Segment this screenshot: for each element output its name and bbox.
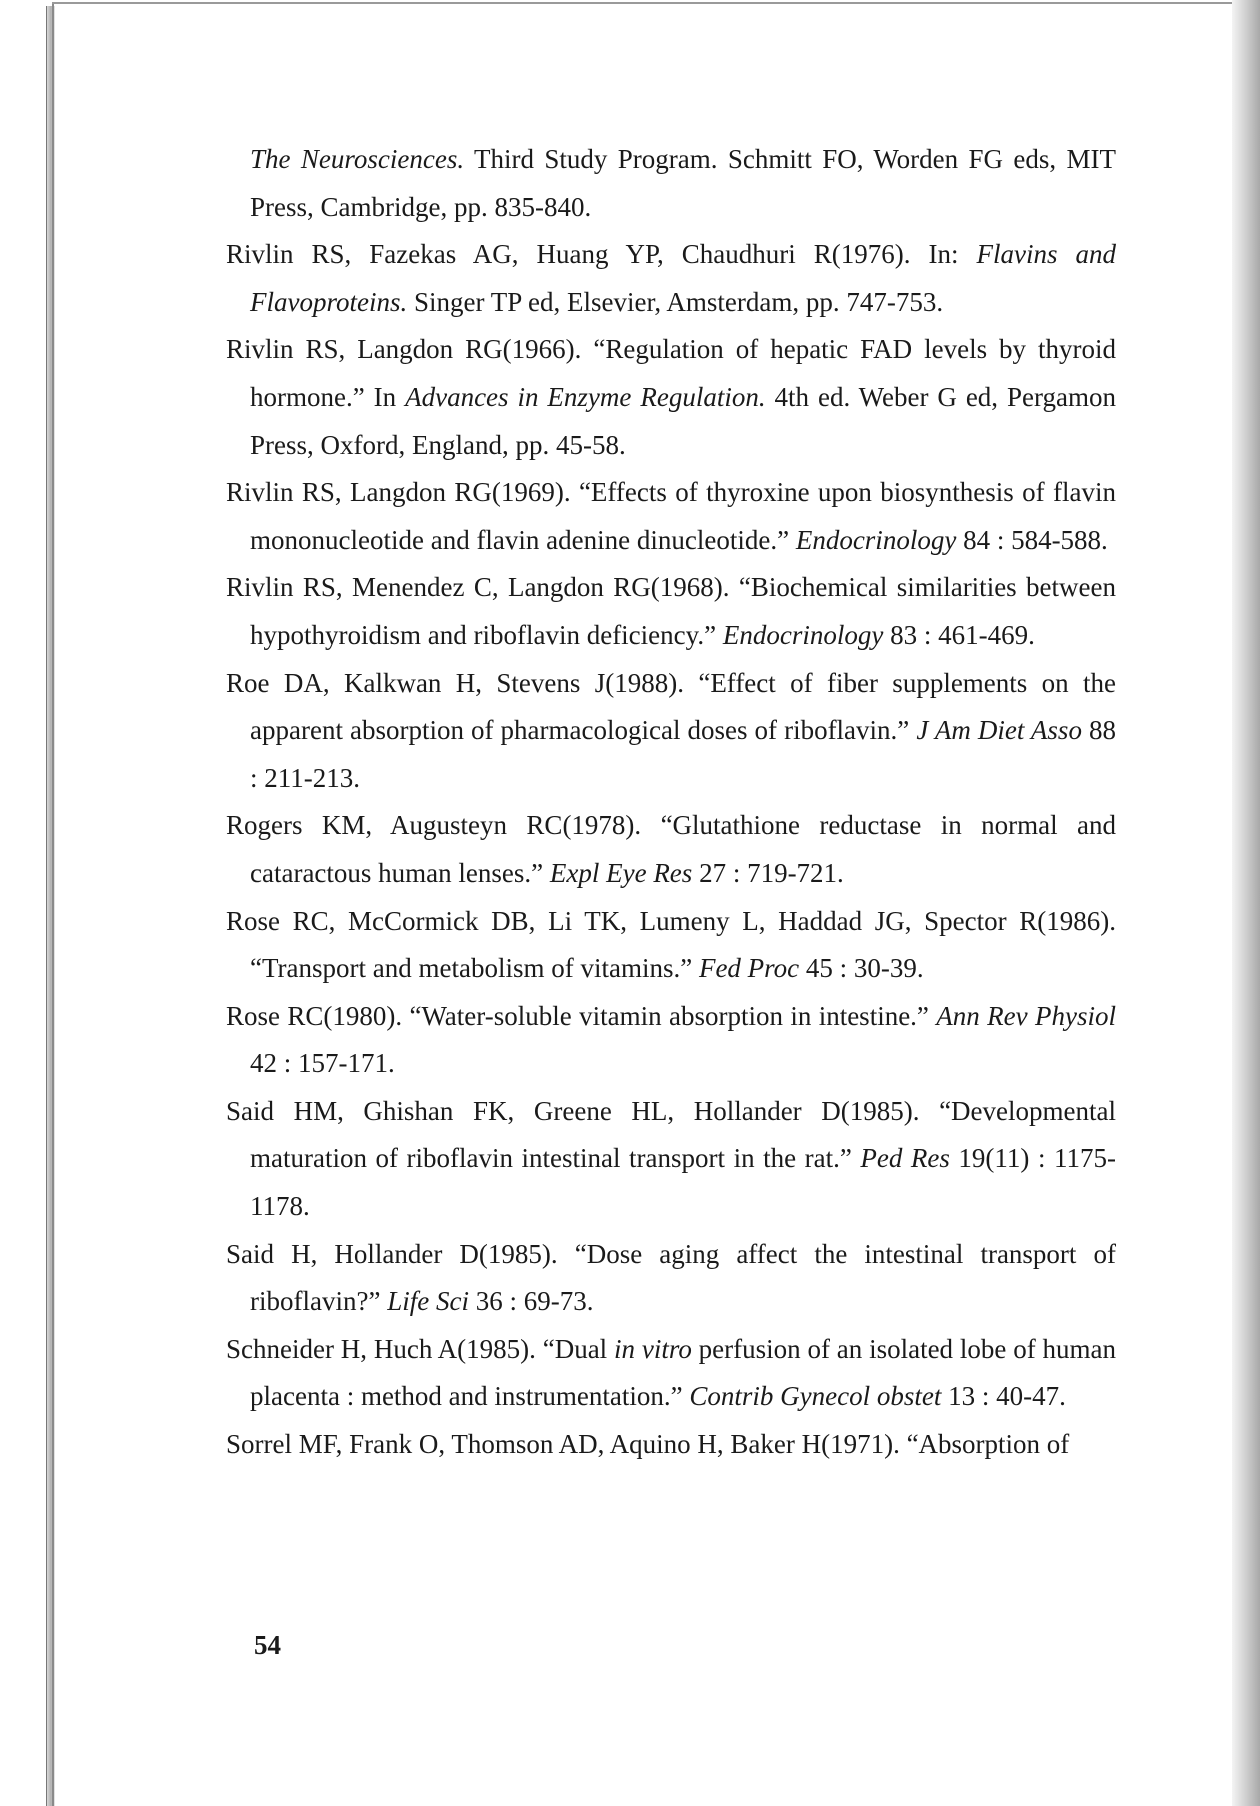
reference-title-italic: J Am Diet Asso bbox=[916, 715, 1082, 746]
reference-title-italic: Expl Eye Res bbox=[549, 857, 693, 888]
reference-text: 45 : 30-39. bbox=[799, 953, 924, 984]
reference-text: Rivlin RS, Menendez C, Langdon RG(1968). “Biochemical similarities between hypothyroidism and riboflavin deficiency.” bbox=[226, 572, 1116, 650]
reference-title-italic: Endocrinology bbox=[795, 524, 957, 555]
reference-text: 4th ed. Weber G ed, Pergamon Press, Oxford, England, pp. 45-58. bbox=[250, 381, 1116, 460]
reference-title-italic: The Neurosciences. bbox=[250, 144, 465, 174]
reference-text: Rose RC(1980). “Water-soluble vitamin absorption in intestine.” bbox=[226, 1000, 937, 1031]
reference-entry bbox=[226, 1088, 1116, 1231]
reference-text: Rivlin RS, Langdon RG(1966). “Regulation of hepatic FAD levels by thyroid hormone.” In bbox=[226, 334, 1116, 412]
reference-entry bbox=[226, 660, 1116, 803]
reference-text: Rivlin RS, Langdon RG(1969). “Effects of thyroxine upon biosynthesis of flavin mononucleotide and flavin adenine dinucleotide.” bbox=[226, 477, 1116, 555]
reference-title-italic: Flavins and Flavoproteins. bbox=[250, 239, 1116, 317]
reference-entry bbox=[226, 564, 1116, 659]
page-top-border bbox=[52, 2, 1232, 4]
reference-entry bbox=[226, 898, 1116, 993]
reference-text: 84 : 584-588. bbox=[956, 524, 1108, 555]
reference-entry bbox=[226, 469, 1116, 564]
reference-text: 88 : 211-213. bbox=[250, 715, 1116, 793]
reference-text: Rose RC, McCormick DB, Li TK, Lumeny L, Haddad JG, Spector R(1986). “Transport and metabolism of vitamins.” bbox=[226, 905, 1116, 984]
reference-text: 27 : 719-721. bbox=[692, 857, 844, 888]
reference-text: Sorrel MF, Frank O, Thomson AD, Aquino H, Baker H(1971). “Absorption of bbox=[226, 1429, 1070, 1460]
reference-title-italic: Contrib Gynecol obstet bbox=[689, 1381, 942, 1412]
reference-text: Said HM, Ghishan FK, Greene HL, Hollander D(1985). “Developmental maturation of riboflavin intestinal transport in the rat.” bbox=[226, 1095, 1116, 1174]
reference-entry bbox=[226, 231, 1116, 326]
reference-list bbox=[226, 136, 1116, 1469]
reference-title-italic: in vitro bbox=[614, 1333, 692, 1364]
reference-title-italic: Endocrinology bbox=[722, 619, 884, 650]
reference-entry bbox=[226, 326, 1116, 469]
reference-entry bbox=[226, 136, 1116, 231]
reference-text: 13 : 40-47. bbox=[941, 1381, 1066, 1412]
reference-text: 42 : 157-171. bbox=[250, 1048, 395, 1079]
page-left-border bbox=[52, 2, 54, 1806]
reference-entry bbox=[226, 802, 1116, 897]
reference-title-italic: Ped Res bbox=[860, 1143, 950, 1174]
reference-entry bbox=[226, 1231, 1116, 1326]
reference-title-italic: Ann Rev Physiol bbox=[936, 1000, 1116, 1031]
reference-entry bbox=[226, 1326, 1116, 1421]
reference-text: 19(11) : 1175-1178. bbox=[250, 1143, 1116, 1222]
reference-text: Singer TP ed, Elsevier, Amsterdam, pp. 747-753. bbox=[407, 286, 944, 317]
reference-text: Roe DA, Kalkwan H, Stevens J(1988). “Effect of fiber supplements on the apparent absorption of pharmacological doses of riboflavin.” bbox=[226, 667, 1116, 746]
reference-title-italic: Fed Proc bbox=[698, 953, 800, 984]
reference-text: Rogers KM, Augusteyn RC(1978). “Glutathione reductase in normal and cataractous human lenses.” bbox=[226, 810, 1116, 888]
reference-text: perfusion of an isolated lobe of human placenta : method and instrumentation.” bbox=[250, 1333, 1116, 1412]
page-number: 54 bbox=[254, 1630, 281, 1660]
reference-text: 36 : 69-73. bbox=[468, 1286, 594, 1317]
page-right-shadow bbox=[1232, 0, 1260, 1806]
reference-text: Third Study Program. Schmitt FO, Worden FG eds, MIT Press, Cambridge, pp. 835-840. bbox=[250, 144, 1117, 222]
reference-title-italic: Advances in Enzyme Regulation. bbox=[405, 381, 766, 412]
reference-title-italic: Life Sci bbox=[387, 1286, 469, 1317]
reference-entry bbox=[226, 993, 1116, 1088]
reference-entry bbox=[226, 1421, 1116, 1469]
reference-text: 83 : 461-469. bbox=[883, 619, 1035, 650]
reference-text: Schneider H, Huch A(1985). “Dual bbox=[226, 1333, 615, 1364]
reference-text: Rivlin RS, Fazekas AG, Huang YP, Chaudhuri R(1976). In: bbox=[226, 239, 977, 270]
reference-text: Said H, Hollander D(1985). “Dose aging affect the intestinal transport of riboflavin?” bbox=[226, 1238, 1116, 1317]
